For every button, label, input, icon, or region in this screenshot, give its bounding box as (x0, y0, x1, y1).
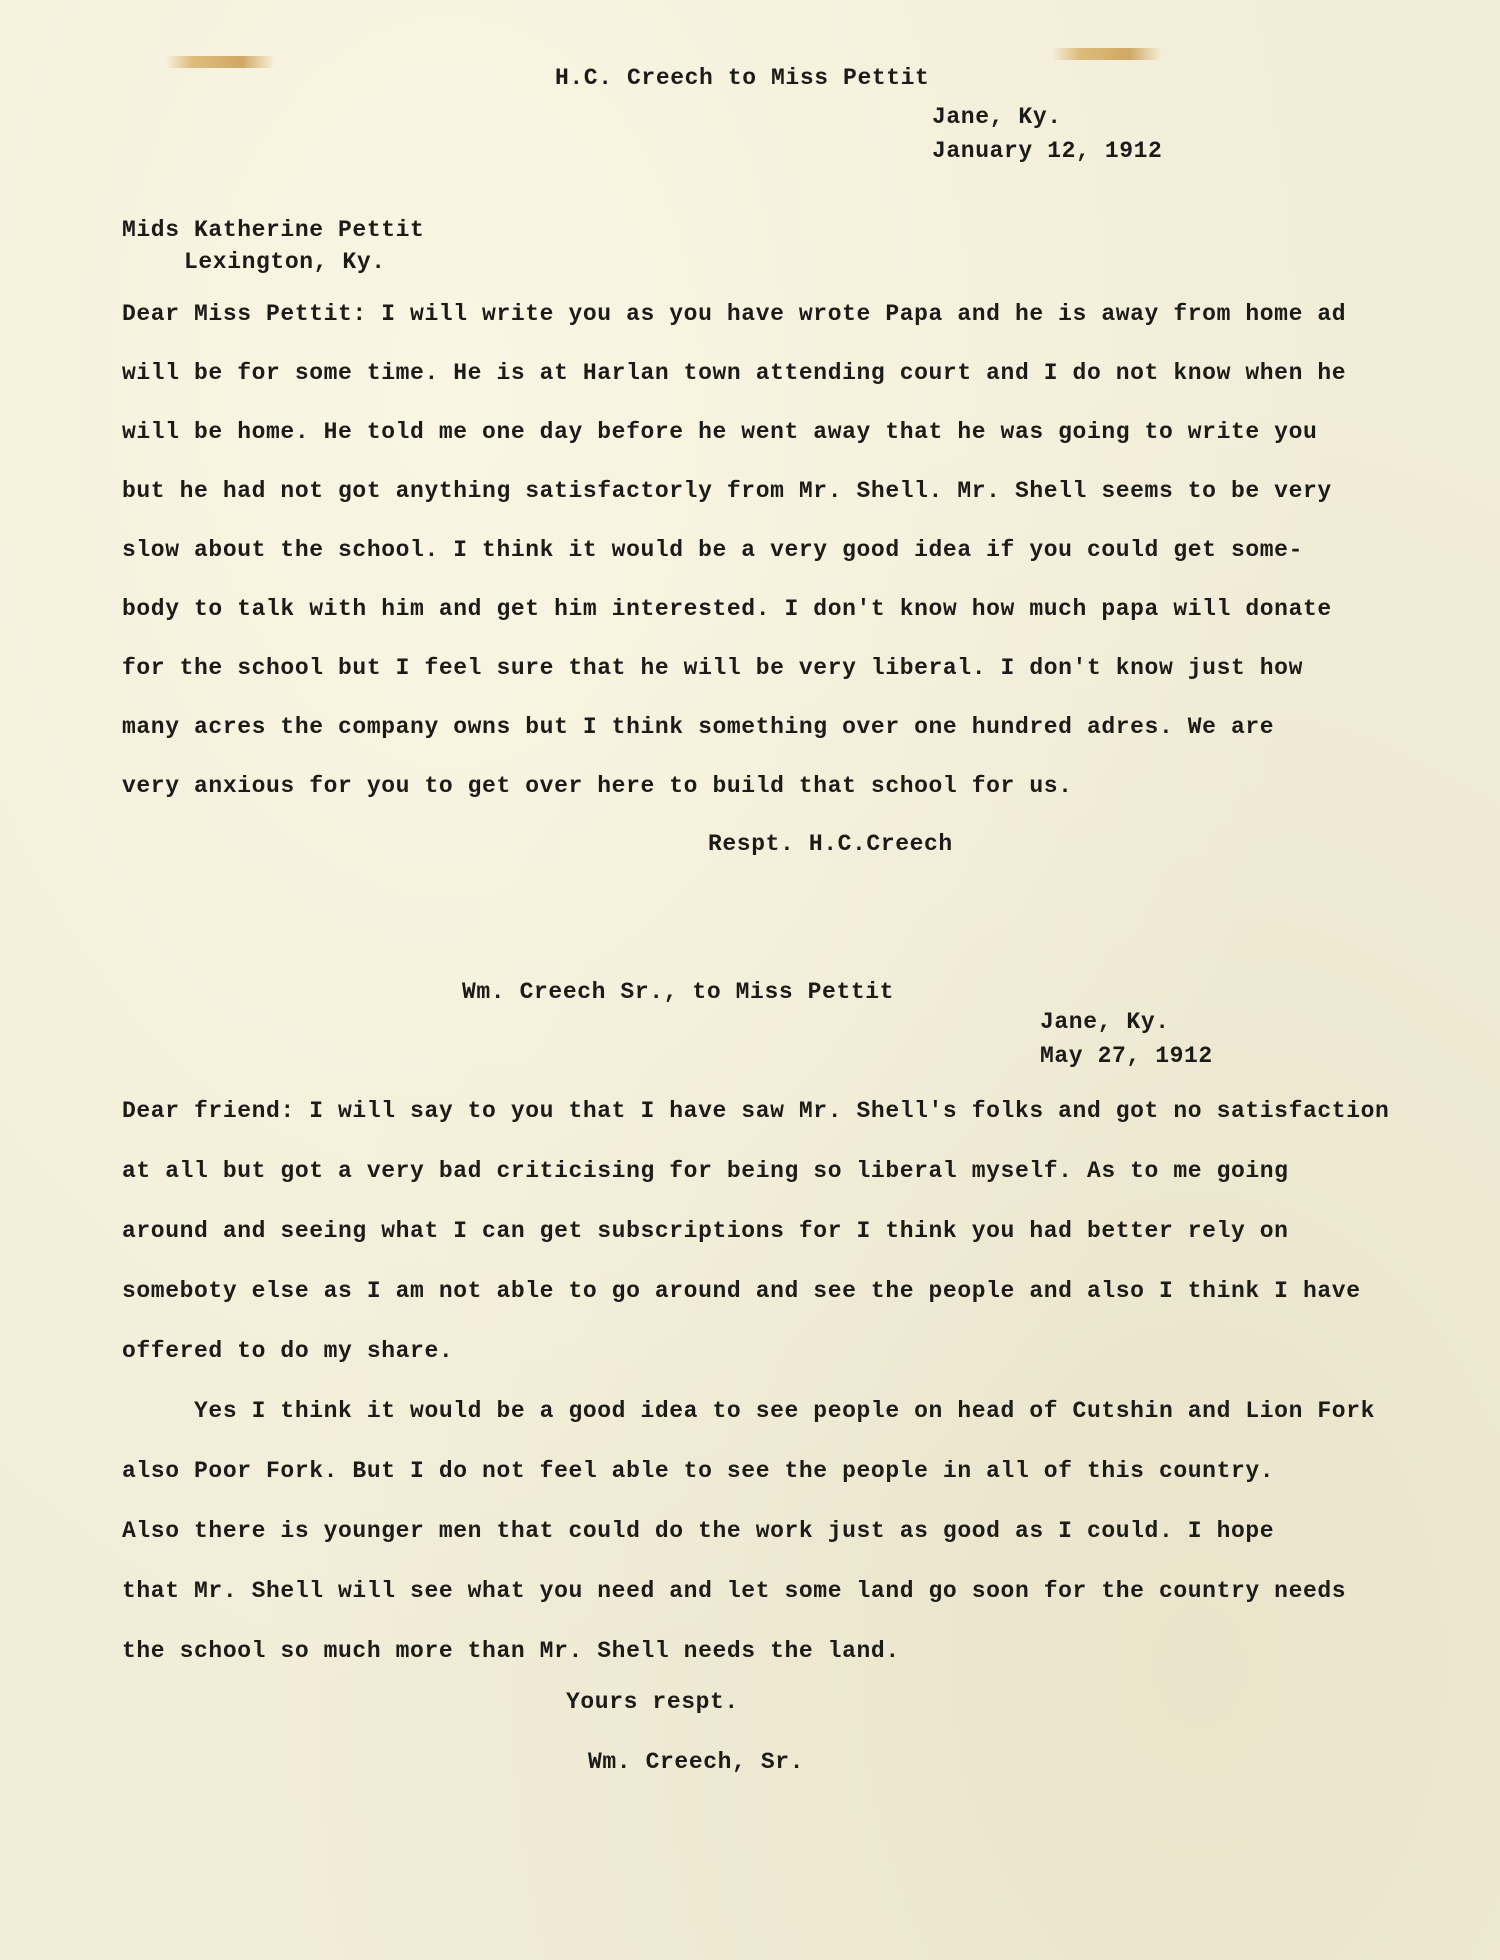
letter2-line-2: at all but got a very bad criticising for being so liberal myself. As to me going (122, 1158, 1289, 1184)
letter2-closing: Yours respt. (566, 1689, 739, 1715)
letter1-line-5: slow about the school. I think it would be a very good idea if you could get some- (122, 537, 1303, 563)
letter2-place-date (1040, 1005, 1213, 1073)
letter1-signoff: Respt. H.C.Creech (708, 831, 953, 857)
tape-mark-left (165, 56, 275, 68)
letter1-line-8: many acres the company owns but I think something over one hundred adres. We are (122, 714, 1275, 740)
letter2-place: Jane, Ky. (1040, 1009, 1170, 1035)
letter2-signature: Wm. Creech, Sr. (588, 1749, 805, 1775)
letter1-line-2: will be for some time. He is at Harlan town attending court and I do not know when he (122, 360, 1347, 386)
letter2-heading: Wm. Creech Sr., to Miss Pettit (462, 979, 895, 1005)
letter1-place-date (932, 100, 1162, 168)
letter1-recipient-place: Lexington, Ky. (184, 249, 386, 275)
letter2-line-9: that Mr. Shell will see what you need and let some land go soon for the country needs (122, 1578, 1347, 1604)
letter2-line-6: Yes I think it would be a good idea to see people on head of Cutshin and Lion Fork (122, 1398, 1375, 1424)
letter2-line-1: Dear friend: I will say to you that I have saw Mr. Shell's folks and got no satisfaction (122, 1098, 1390, 1124)
letter2-line-3: around and seeing what I can get subscriptions for I think you had better rely on (122, 1218, 1289, 1244)
letter2-date: May 27, 1912 (1040, 1043, 1213, 1069)
letter1-line-4: but he had not got anything satisfactorly from Mr. Shell. Mr. Shell seems to be very (122, 478, 1332, 504)
letter1-line-1: Dear Miss Pettit: I will write you as you have wrote Papa and he is away from home ad (122, 301, 1347, 327)
letter1-line-6: body to talk with him and get him interested. I don't know how much papa will donate (122, 596, 1332, 622)
tape-mark-right (1052, 48, 1162, 60)
letter1-heading: H.C. Creech to Miss Pettit (555, 65, 930, 91)
letter2-line-8: Also there is younger men that could do the work just as good as I could. I hope (122, 1518, 1275, 1544)
letter1-line-9: very anxious for you to get over here to build that school for us. (122, 773, 1073, 799)
letter2-line-7: also Poor Fork. But I do not feel able to see the people in all of this country. (122, 1458, 1275, 1484)
letter1-line-7: for the school but I feel sure that he will be very liberal. I don't know just how (122, 655, 1303, 681)
letter2-line-5: offered to do my share. (122, 1338, 454, 1364)
letter1-place: Jane, Ky. (932, 104, 1062, 130)
letter1-recipient-name: Mids Katherine Pettit (122, 217, 425, 243)
letter1-line-3: will be home. He told me one day before he went away that he was going to write you (122, 419, 1318, 445)
letter1-date: January 12, 1912 (932, 138, 1163, 164)
letter2-line-4: someboty else as I am not able to go around and see the people and also I think I have (122, 1278, 1361, 1304)
letter2-line-10: the school so much more than Mr. Shell needs the land. (122, 1638, 900, 1664)
